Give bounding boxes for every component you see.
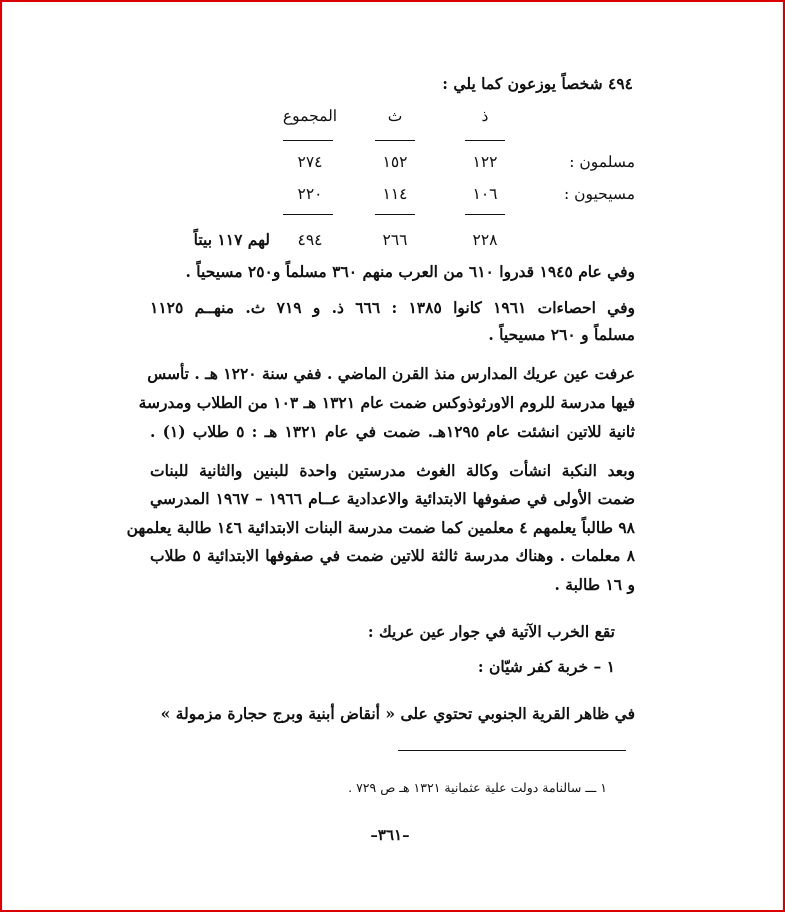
ruins-intro: تقع الخرب الآتية في جوار عين عريك : [367, 622, 615, 641]
total-rule-total [283, 214, 333, 215]
para-schools-line-1: عرفت عين عريك المدارس منذ القرن الماضي . ففي سنة ١٢٢٠ هـ . تأسس [147, 364, 635, 383]
page-number: –٣٦١– [370, 826, 410, 844]
footnote: ١ ـــ سالنامة دولت علية عثمانية ١٣٢١ هـ ص ٧٢٩ . [348, 780, 607, 795]
header-total: المجموع [282, 107, 338, 125]
total-total: ٤٩٤ [297, 231, 323, 249]
para-schools-line-3: ثانية للاتين انشئت عام ١٢٩٥هـ. ضمت في عام ١٣٢١ هـ : ٥ طلاب (١) . [150, 422, 635, 441]
header-rule-male [465, 140, 505, 141]
header-rule-female [375, 140, 415, 141]
para-unrwa-line-4: ٨ معلمات . وهناك مدرسة ثالثة للاتين ضمت في صفوفها الابتدائية ٥ طلاب [150, 546, 636, 565]
cell-muslims-total: ٢٧٤ [297, 153, 323, 171]
para-1961-line-2: مسلماً و ٢٦٠ مسيحياً . [488, 325, 635, 344]
para-unrwa-line-5: و ١٦ طالبة . [554, 575, 635, 594]
para-unrwa-line-3: ٩٨ طالباً يعلمهم ٤ معلمين كما ضمت مدرسة البنات الابتدائية ١٤٦ طالبة يعلمهن [126, 518, 635, 537]
total-female: ٢٦٦ [382, 231, 408, 249]
intro-line: ٤٩٤ شخصاً يوزعون كما يلي : [442, 74, 633, 93]
cell-christians-male: ١٠٦ [472, 185, 498, 203]
row-label-muslims: مسلمون : [569, 153, 635, 171]
cell-christians-total: ٢٢٠ [297, 185, 323, 203]
cell-muslims-male: ١٢٢ [472, 153, 498, 171]
para-unrwa-line-2: ضمت الأولى في صفوفها الابتدائية والاعدادية عــام ١٩٦٦ – ١٩٦٧ المدرسي [150, 489, 636, 508]
ruin-heading: ١ – خربة كفر شيّان : [477, 657, 615, 676]
total-rule-male [465, 214, 505, 215]
houses-note: لهم ١١٧ بيتاً [193, 230, 270, 249]
total-male: ٢٢٨ [472, 231, 498, 249]
footnote-rule [398, 750, 626, 751]
para-1945: وفي عام ١٩٤٥ قدروا ٦١٠ من العرب منهم ٣٦٠ مسلماً و٢٥٠ مسيحياً . [185, 262, 635, 281]
header-male: ذ [481, 107, 489, 125]
header-female: ث [387, 107, 403, 125]
row-label-christians: مسيحيون : [563, 185, 635, 203]
cell-muslims-female: ١٥٢ [382, 153, 408, 171]
para-1961-line-1: وفي احصاءات ١٩٦١ كانوا ١٣٨٥ : ٦٦٦ ذ. و ٧١٩ ث. منهــم ١١٢٥ [150, 298, 635, 317]
para-unrwa-line-1: وبعد النكبة انشأت وكالة الغوث مدرستين واحدة للبنين والثانية للبنات [150, 461, 635, 480]
ruin-description: في ظاهر القرية الجنوبي تحتوي على « أنقاض أبنية وبرج حجارة مزمولة » [160, 704, 635, 723]
para-schools-line-2: فيها مدرسة للروم الاورثوذوكس ضمت عام ١٣٢١ هـ ١٠٣ من الطلاب ومدرسة [138, 393, 635, 412]
header-rule-total [283, 140, 333, 141]
cell-christians-female: ١١٤ [382, 185, 408, 203]
total-rule-female [375, 214, 415, 215]
